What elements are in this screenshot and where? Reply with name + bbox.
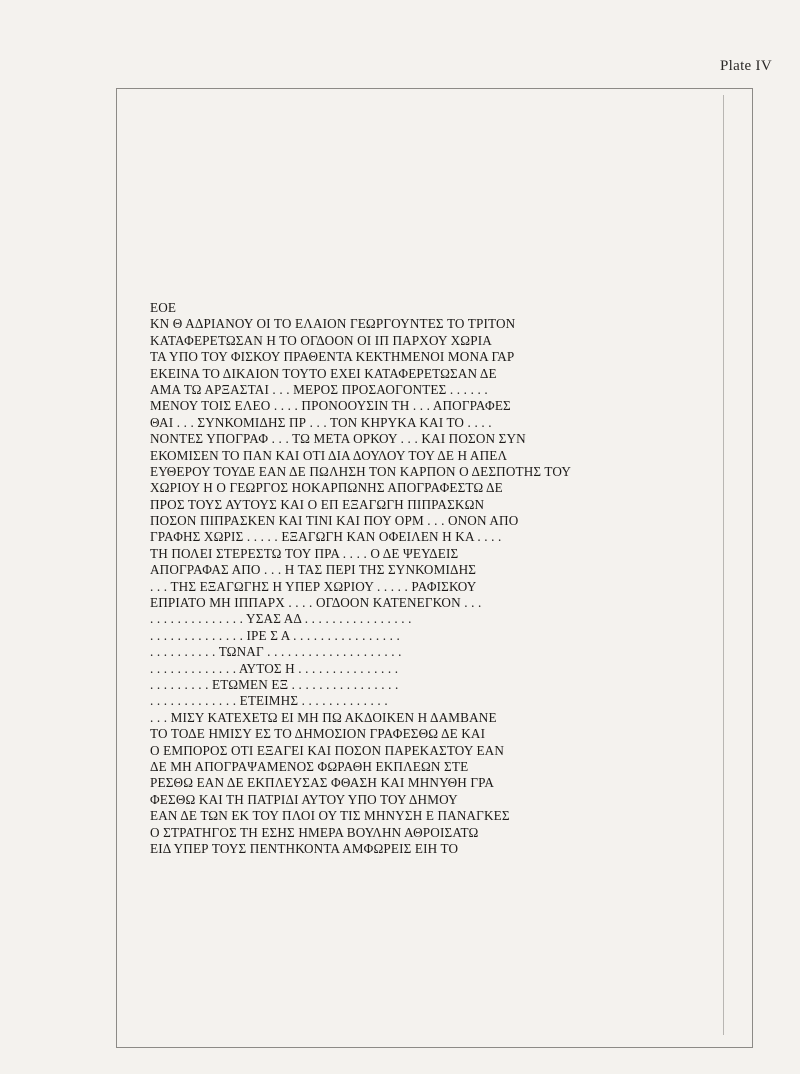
inscription-line: ΤΟ ΤΟΔΕ ΗΜΙΣΥ ΕΣ ΤΟ ΔΗΜΟΣΙΟΝ ΓΡΑΦΕΣΘΩ ΔΕ ΚΑΙ	[150, 726, 486, 742]
inscription-line: ΧΩΡΙΟΥ Η Ο ΓΕΩΡΓΟΣ ΗΟΚΑΡΠΩΝΗΣ ΑΠΟΓΡΑΦΕΣΤΩ ΔΕ	[150, 480, 503, 496]
inscription-line: . . . . . . . . . ΕΤΩΜΕΝ ΕΞ . . . . . . . . . . . . . . . .	[150, 676, 399, 692]
plate-label: Plate IV	[720, 58, 772, 74]
inscription-line: . . . . . . . . . . . . . ΑΥΤΟΣ Η . . . . . . . . . . . . . . .	[150, 660, 399, 676]
inscription-line: ΡΕΣΘΩ ΕΑΝ ΔΕ ΕΚΠΛΕΥΣΑΣ ΦΘΑΣΗ ΚΑΙ ΜΗΝΥΘΗ ΓΡΑ	[150, 775, 495, 791]
inscription-line: ΘΑΙ . . . ΣΥΝΚΟΜΙΔΗΣ ΠΡ . . . ΤΟΝ ΚΗΡΥΚΑ ΚΑΙ ΤΟ . . . .	[150, 414, 492, 430]
inscription-line: ΕΟΕ	[150, 300, 177, 315]
inscription-line: ΕΥΘΕΡΟΥ ΤΟΥΔΕ ΕΑΝ ΔΕ ΠΩΛΗΣΗ ΤΟΝ ΚΑΡΠΟΝ Ο ΔΕΣΠΟΤΗΣ ΤΟΥ	[150, 463, 572, 479]
inscription-line: Ο ΕΜΠΟΡΟΣ ΟΤΙ ΕΞΑΓΕΙ ΚΑΙ ΠΟΣΟΝ ΠΑΡΕΚΑΣΤΟΥ ΕΑΝ	[150, 742, 505, 758]
inscription-line: ΕΙΔ ΥΠΕΡ ΤΟΥΣ ΠΕΝΤΗΚΟΝΤΑ ΑΜΦΩΡΕΙΣ ΕΙΗ ΤΟ	[150, 840, 459, 856]
inscription-line: ΑΠΟΓΡΑΦΑΣ ΑΠΟ . . . Η ΤΑΣ ΠΕΡΙ ΤΗΣ ΣΥΝΚΟΜΙΔΗΣ	[150, 562, 477, 578]
inscription-line: ΓΡΑΦΗΣ ΧΩΡΙΣ . . . . . ΕΞΑΓΩΓΗ ΚΑΝ ΟΦΕΙΛΕΝ Η ΚΑ . . . .	[150, 529, 502, 545]
inscription-line: ΤΑ ΥΠΟ ΤΟΥ ΦΙΣΚΟΥ ΠΡΑΘΕΝΤΑ ΚΕΚΤΗΜΕΝΟΙ ΜΟΝΑ ΓΑΡ	[150, 349, 515, 365]
inscription-line: . . . . . . . . . . . . . . ΥΣΑΣ ΑΔ . . . . . . . . . . . . . . . .	[150, 611, 412, 627]
inscription-line: ΔΕ ΜΗ ΑΠΟΓΡΑΨΑΜΕΝΟΣ ΦΩΡΑΘΗ ΕΚΠΛΕΩΝ ΣΤΕ	[150, 758, 469, 774]
inscription-line: . . . . . . . . . . ΤΩΝΑΓ . . . . . . . . . . . . . . . . . . . .	[150, 644, 402, 660]
inscription-line: ΕΑΝ ΔΕ ΤΩΝ ΕΚ ΤΟΥ ΠΛΟΙ ΟΥ ΤΙΣ ΜΗΝΥΣΗ Ε ΠΑΝΑΓΚΕΣ	[150, 808, 510, 824]
inscription-line: ΕΚΟΜΙΣΕΝ ΤΟ ΠΑΝ ΚΑΙ ΟΤΙ ΔΙΑ ΔΟΥΛΟΥ ΤΟΥ ΔΕ Η ΑΠΕΛ	[150, 447, 508, 463]
inscription-line: . . . . . . . . . . . . . . ΙΡΕ Σ Α . . . . . . . . . . . . . . . .	[150, 627, 400, 643]
inscription-line: ΤΗ ΠΟΛΕΙ ΣΤΕΡΕΣΤΩ ΤΟΥ ΠΡΑ . . . . Ο ΔΕ ΨΕΥΔΕΙΣ	[150, 545, 459, 561]
inscription-line: ΠΟΣΟΝ ΠΙΠΡΑΣΚΕΝ ΚΑΙ ΤΙΝΙ ΚΑΙ ΠΟΥ ΟΡΜ . . . ΟΝΟΝ ΑΠΟ	[150, 513, 519, 529]
inscription-line: ΚΝ Θ ΑΔΡΙΑΝΟΥ ΟΙ ΤΟ ΕΛΑΙΟΝ ΓΕΩΡΓΟΥΝΤΕΣ ΤΟ ΤΡΙΤΟΝ	[150, 316, 516, 332]
inscription-line: ΕΠΡΙΑΤΟ ΜΗ ΙΠΠΑΡΧ . . . . ΟΓΔΟΟΝ ΚΑΤΕΝΕΓΚΟΝ . . .	[150, 595, 482, 611]
inscription-line: Ο ΣΤΡΑΤΗΓΟΣ ΤΗ ΕΣΗΣ ΗΜΕΡΑ ΒΟΥΛΗΝ ΑΘΡΟΙΣΑΤΩ	[150, 824, 479, 840]
inscription-line: ΕΚΕΙΝΑ ΤΟ ΔΙΚΑΙΟΝ ΤΟΥΤΟ ΕΧΕΙ ΚΑΤΑΦΕΡΕΤΩΣΑΝ ΔΕ	[150, 365, 497, 381]
inscription-line: ΦΕΣΘΩ ΚΑΙ ΤΗ ΠΑΤΡΙΔΙ ΑΥΤΟΥ ΥΠΟ ΤΟΥ ΔΗΜΟΥ	[150, 791, 458, 807]
inscription-line: ΚΑΤΑΦΕΡΕΤΩΣΑΝ Η ΤΟ ΟΓΔΟΟΝ ΟΙ ΙΠ ΠΑΡΧΟΥ ΧΩΡΙΑ	[150, 332, 492, 348]
inscription-line: ΝΟΝΤΕΣ ΥΠΟΓΡΑΦ . . . ΤΩ ΜΕΤΑ ΟΡΚΟΥ . . . ΚΑΙ ΠΟΣΟΝ ΣΥΝ	[150, 431, 526, 447]
inscription-text	[150, 300, 770, 857]
inscription-line: . . . . . . . . . . . . . ΕΤΕΙΜΗΣ . . . . . . . . . . . . .	[150, 693, 388, 709]
inscription-line: . . . ΤΗΣ ΕΞΑΓΩΓΗΣ Η ΥΠΕΡ ΧΩΡΙΟΥ . . . . . ΡΑΦΙΣΚΟΥ	[150, 578, 477, 594]
inscription-line: ΑΜΑ ΤΩ ΑΡΞΑΣΤΑΙ . . . ΜΕΡΟΣ ΠΡΟΣΑΟΓΟΝΤΕΣ . . . . . .	[150, 381, 488, 397]
inscription-line: . . . ΜΙΣΥ ΚΑΤΕΧΕΤΩ ΕΙ ΜΗ ΠΩ ΑΚΔΟΙΚΕΝ Η ΔΑΜΒΑΝΕ	[150, 709, 497, 725]
inscription-line: ΠΡΟΣ ΤΟΥΣ ΑΥΤΟΥΣ ΚΑΙ Ο ΕΠ ΕΞΑΓΩΓΗ ΠΙΠΡΑΣΚΩΝ	[150, 496, 485, 512]
inscription-line: ΜΕΝΟΥ ΤΟΙΣ ΕΛΕΟ . . . . ΠΡΟΝΟΟΥΣΙΝ ΤΗ . . . ΑΠΟΓΡΑΦΕΣ	[150, 398, 511, 414]
